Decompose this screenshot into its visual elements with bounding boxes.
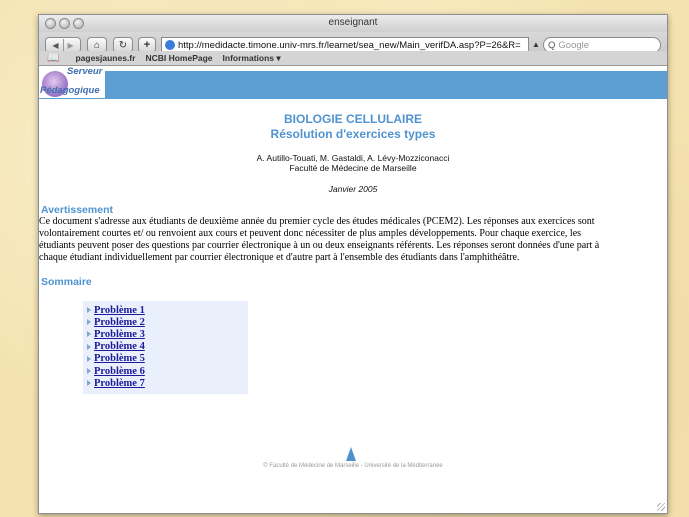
back-arrow-icon[interactable]: ◀ (52, 40, 59, 50)
bookmark-informations-menu[interactable]: Informations ▾ (222, 52, 281, 63)
list-item (87, 328, 248, 340)
list-item (87, 341, 248, 353)
header-banner (39, 71, 667, 99)
probleme-3-link[interactable]: Problème 3 (94, 328, 145, 340)
probleme-5-link[interactable]: Problème 5 (94, 353, 145, 365)
search-placeholder: Google (558, 39, 590, 51)
avertissement-heading: Avertissement (41, 204, 113, 216)
arrow-right-icon (87, 344, 91, 350)
arrow-right-icon (87, 368, 91, 374)
probleme-6-link[interactable]: Problème 6 (94, 365, 145, 377)
list-item (87, 353, 248, 365)
bookmarks-bar (39, 51, 667, 66)
avertissement-line: Ce document s'adresse aux étudiants de deuxième année du premier cycle des études médicales (PCEM2). Les réponses aux exercices sont (39, 216, 595, 227)
search-icon: Q (548, 39, 556, 51)
probleme-4-link[interactable]: Problème 4 (94, 341, 145, 353)
arrow-right-icon (87, 380, 91, 386)
bookmark-ncbi[interactable]: NCBI HomePage (145, 53, 213, 63)
logo-line1: Serveur (67, 66, 103, 77)
logo-line2: Pédagogique (40, 85, 100, 96)
plus-icon: + (143, 39, 151, 51)
bookmark-pagesjaunes[interactable]: pagesjaunes.fr (75, 53, 136, 63)
forward-arrow-icon[interactable]: ▶ (67, 40, 74, 50)
list-item (87, 365, 248, 377)
arrow-right-icon (87, 307, 91, 313)
authors-line: A. Autillo-Touati, M. Gastaldi, A. Lévy-Mozziconacci (256, 153, 450, 163)
list-item (87, 377, 248, 389)
avertissement-line: étudiants peuvent poser des questions par courrier électronique à un ou deux enseignants référents. Les réponses seront données d'une part à (39, 240, 600, 251)
avertissement-line: volontairement courtes et/ ou renvoient aux cours et peuvent donc nécessiter de plus amples développements. Pour chaque exercice, les (39, 228, 582, 239)
window-title: enseignant (328, 17, 378, 28)
arrow-right-icon (87, 356, 91, 362)
browser-window (38, 14, 668, 514)
reload-icon: ↻ (118, 39, 128, 51)
home-icon: ⌂ (93, 39, 101, 51)
avertissement-line: chaque étudiant individuellement par courrier électronique et d'autre part à l'ensemble des étudiants dans l'amphithéâtre. (39, 252, 520, 263)
avertissement-text (39, 216, 663, 264)
page-content (39, 66, 667, 513)
sommaire-heading: Sommaire (41, 276, 92, 288)
footer-copyright: © Faculté de Médecine de Marseille - Université de la Méditerranée (263, 463, 443, 469)
probleme-7-link[interactable]: Problème 7 (94, 377, 145, 389)
faculty-line: Faculté de Médecine de Marseille (289, 163, 417, 173)
resize-grip[interactable] (657, 503, 665, 511)
globe-icon (165, 40, 175, 50)
page-subtitle: Résolution d'exercices types (270, 127, 436, 141)
page-title: BIOLOGIE CELLULAIRE (284, 112, 422, 126)
arrow-right-icon (87, 319, 91, 325)
book-icon[interactable]: 📖 (47, 52, 60, 64)
site-logo[interactable] (39, 66, 105, 98)
list-item (87, 316, 248, 328)
arrow-right-icon (87, 331, 91, 337)
address-stepper[interactable]: ▲ (532, 40, 540, 49)
date-line: Janvier 2005 (328, 184, 378, 194)
list-item (87, 304, 248, 316)
sommaire-list (83, 301, 248, 394)
url-text[interactable]: http://medidacte.timone.univ-mrs.fr/learnet/sea_new/Main_verifDA.asp?P=26&R= (178, 39, 521, 51)
title-bar[interactable] (39, 15, 667, 32)
probleme-2-link[interactable]: Problème 2 (94, 316, 145, 328)
probleme-1-link[interactable]: Problème 1 (94, 304, 145, 316)
back-to-top-arrow-icon[interactable] (346, 447, 356, 461)
